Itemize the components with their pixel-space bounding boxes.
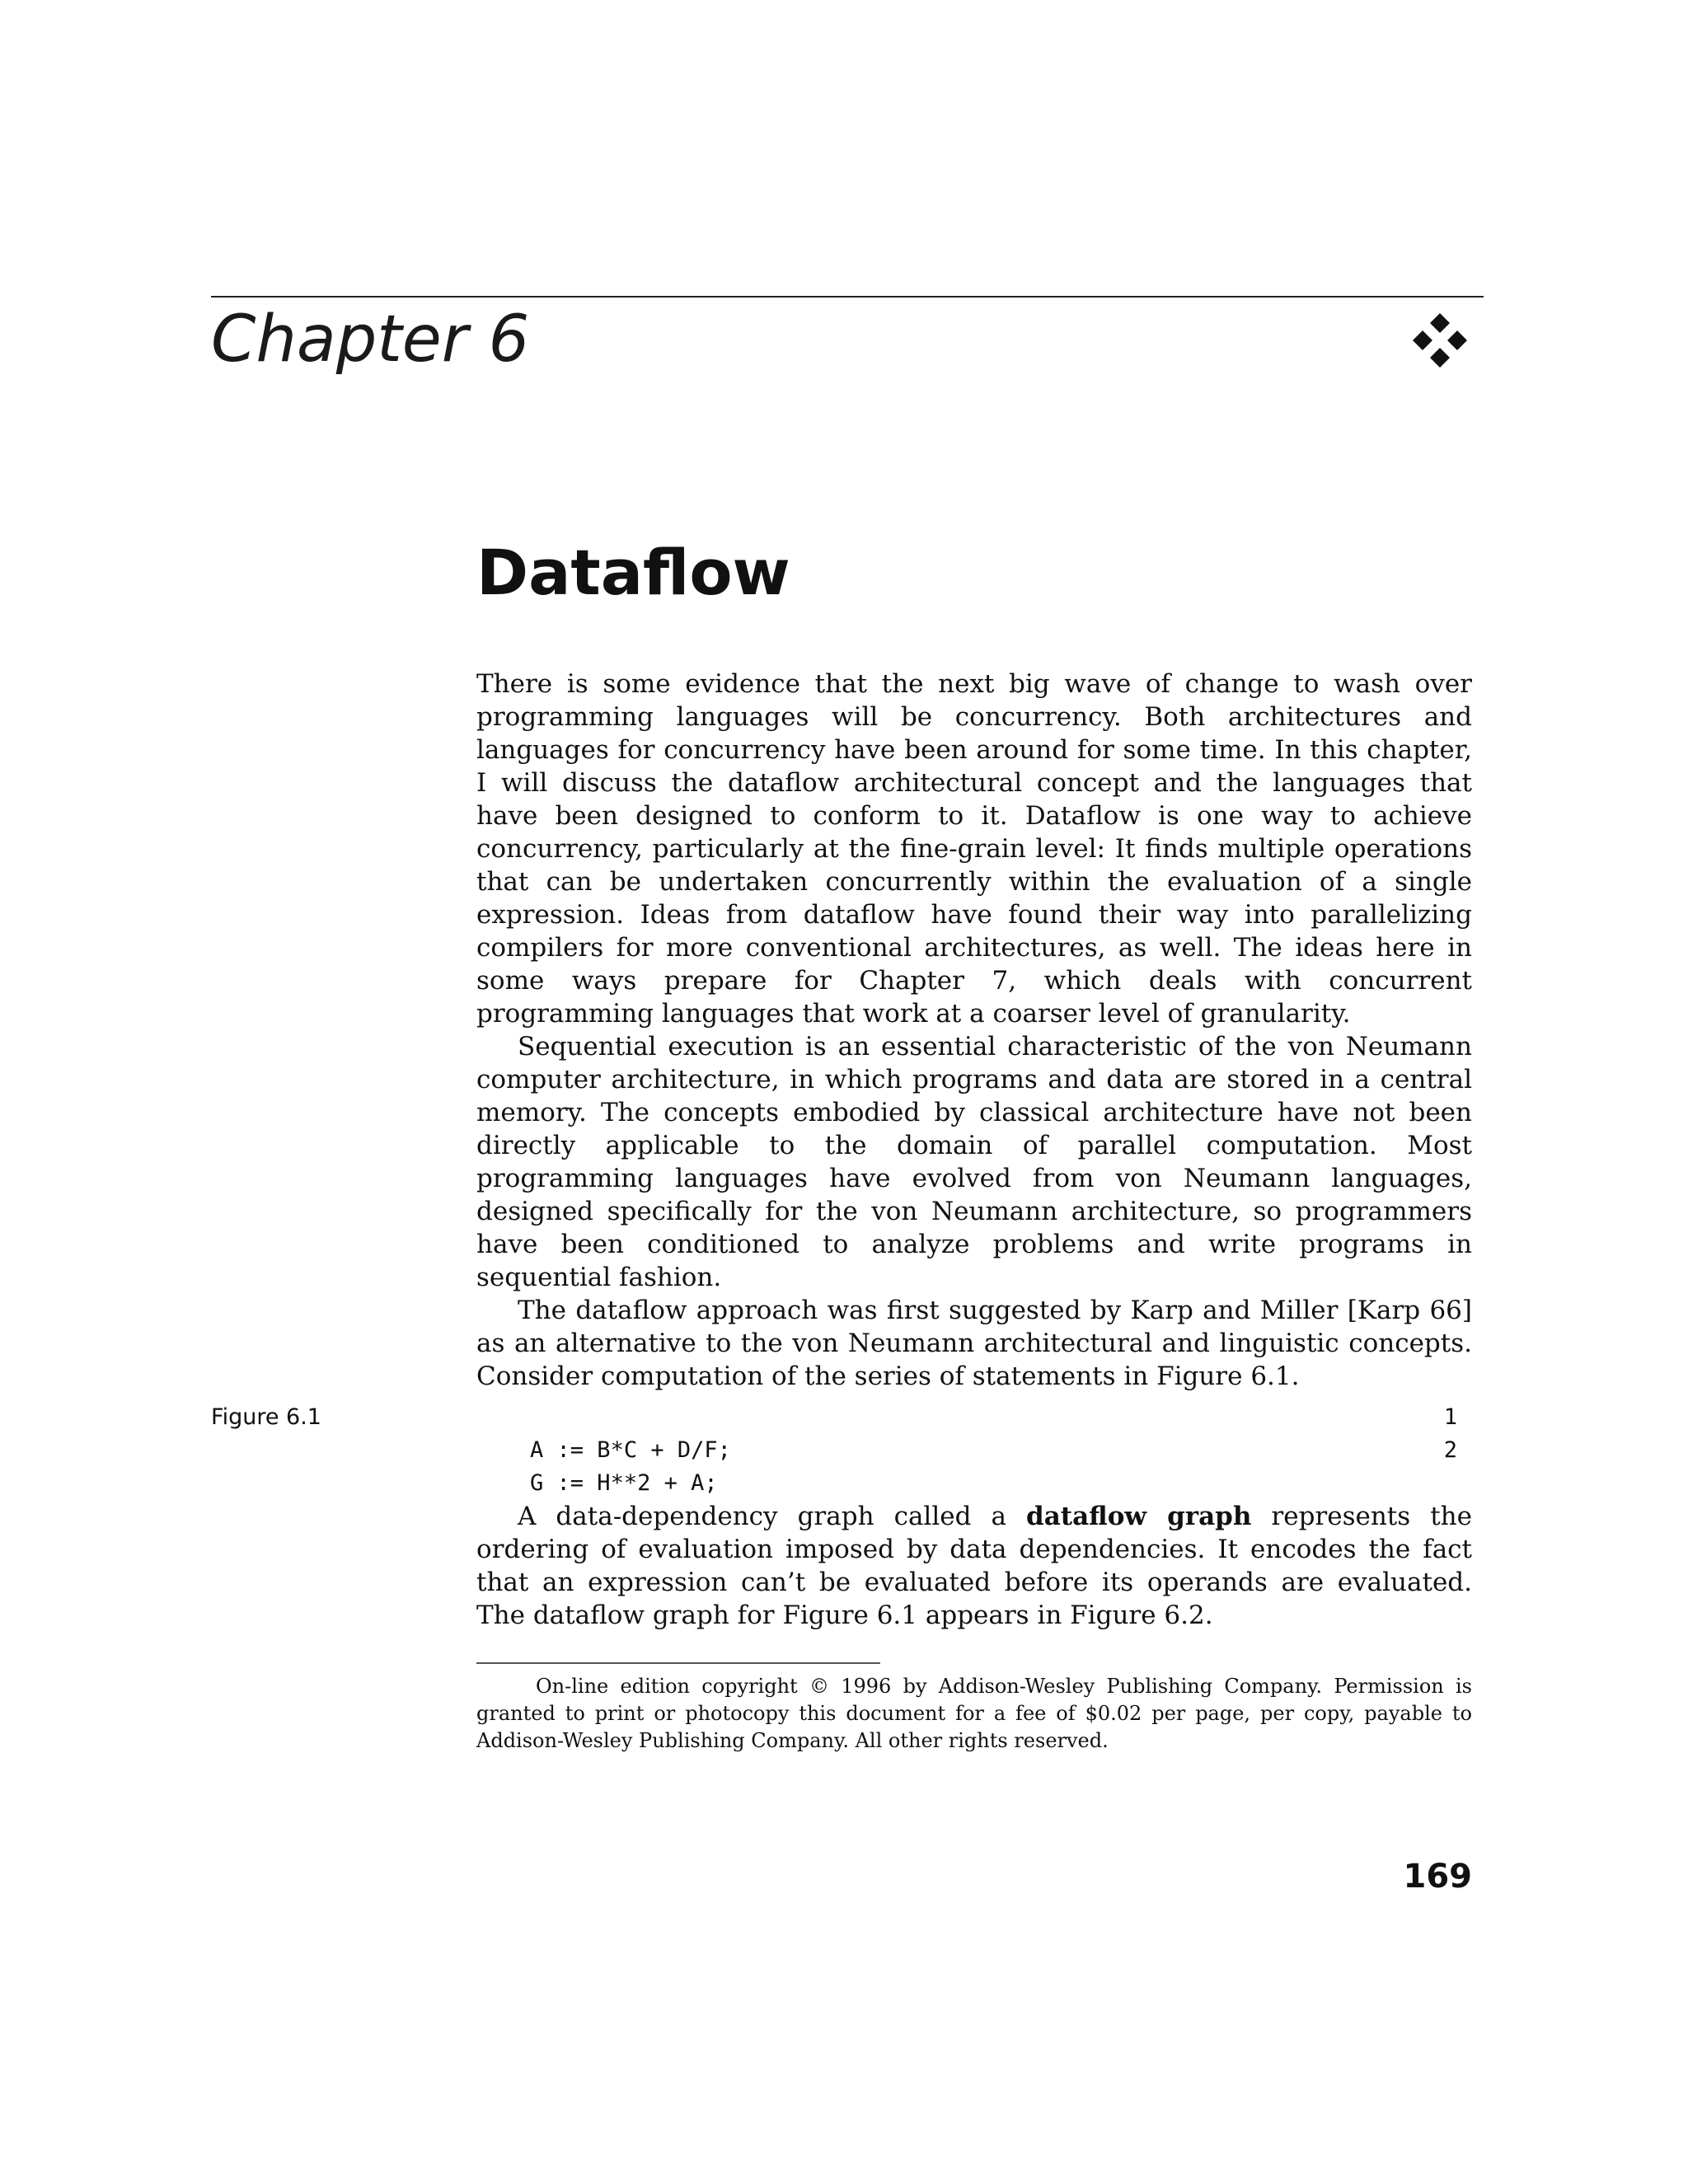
- paragraph-intro: There is some evidence that the next big wave of change to wash over programming languages will be concurrency. Both architectures and languages for concurrency have been around for some time. In this chapter, I will discuss the dataflow architectural concept and the languages that have been designed to conform to it. Dataflow is one way to achieve concurrency, particularly at the fine-grain level: It finds multiple operations that can be undertaken concurrently within the evaluation of a single expression. Ideas from dataflow have found their way into parallelizing compilers for more conventional architectures, as well. The ideas here in some ways prepare for Chapter 7, which deals with concurrent programming languages that work at a coarser level of granularity.: [476, 669, 1472, 1029]
- paragraph-von-neumann: Sequential execution is an essential characteristic of the von Neumann computer architecture, in which programs and data are stored in a central memory. The concepts embodied by classical architecture have not been directly applicable to the domain of parallel computation. Most programming languages have evolved from von Neumann languages, designed specifically for the von Neumann architecture, so programmers have been conditioned to analyze problems and write programs in sequential fashion.: [476, 1032, 1472, 1292]
- paragraph-dataflow-approach: The dataflow approach was first suggested by Karp and Miller [Karp 66] as an alternative to the von Neumann architectural and linguistic concepts. Consider computation of the series of statements in Figure 6.1.: [476, 1296, 1472, 1391]
- chapter-title: Dataflow: [476, 536, 790, 609]
- code-line-number: 2: [1443, 1437, 1457, 1463]
- footnote-rule: [476, 1662, 880, 1664]
- copyright-footnote: On-line edition copyright © 1996 by Addison-Wesley Publishing Company. Permission is granted to print or photocopy this document for a fee of $0.02 per page, per copy, payable to Addison-Wesley Publishing Company. All other rights reserved.: [476, 1675, 1472, 1752]
- code-listing: [476, 1401, 1457, 1496]
- bold-term: dataflow graph: [1026, 1502, 1252, 1531]
- figure-caption: Figure 6.1: [211, 1404, 321, 1430]
- code-line: [476, 1434, 1457, 1496]
- code-line: [476, 1401, 1457, 1463]
- code-line-number: 1: [1443, 1404, 1457, 1430]
- header-rule: [211, 296, 1484, 298]
- code-text: A := B*C + D/F;: [530, 1437, 731, 1463]
- paragraph-text: represents the ordering of evaluation imposed by data dependencies. It encodes the fact that an expression can’t be evaluated before its operands are evaluated. The dataflow graph for Figure 6.1 appears in Figure 6.2.: [476, 1502, 1472, 1630]
- body-text-after-figure: [476, 1500, 1472, 1632]
- chapter-label: Chapter 6: [211, 302, 530, 377]
- paragraph-dataflow-graph: [476, 1500, 1472, 1632]
- paragraph-text: A data-dependency graph called a: [518, 1502, 1027, 1531]
- body-text-intro: [476, 668, 1472, 1393]
- code-text: G := H**2 + A;: [530, 1470, 718, 1496]
- page-number: 169: [1403, 1858, 1472, 1896]
- four-diamond-ornament-icon: [1411, 312, 1469, 369]
